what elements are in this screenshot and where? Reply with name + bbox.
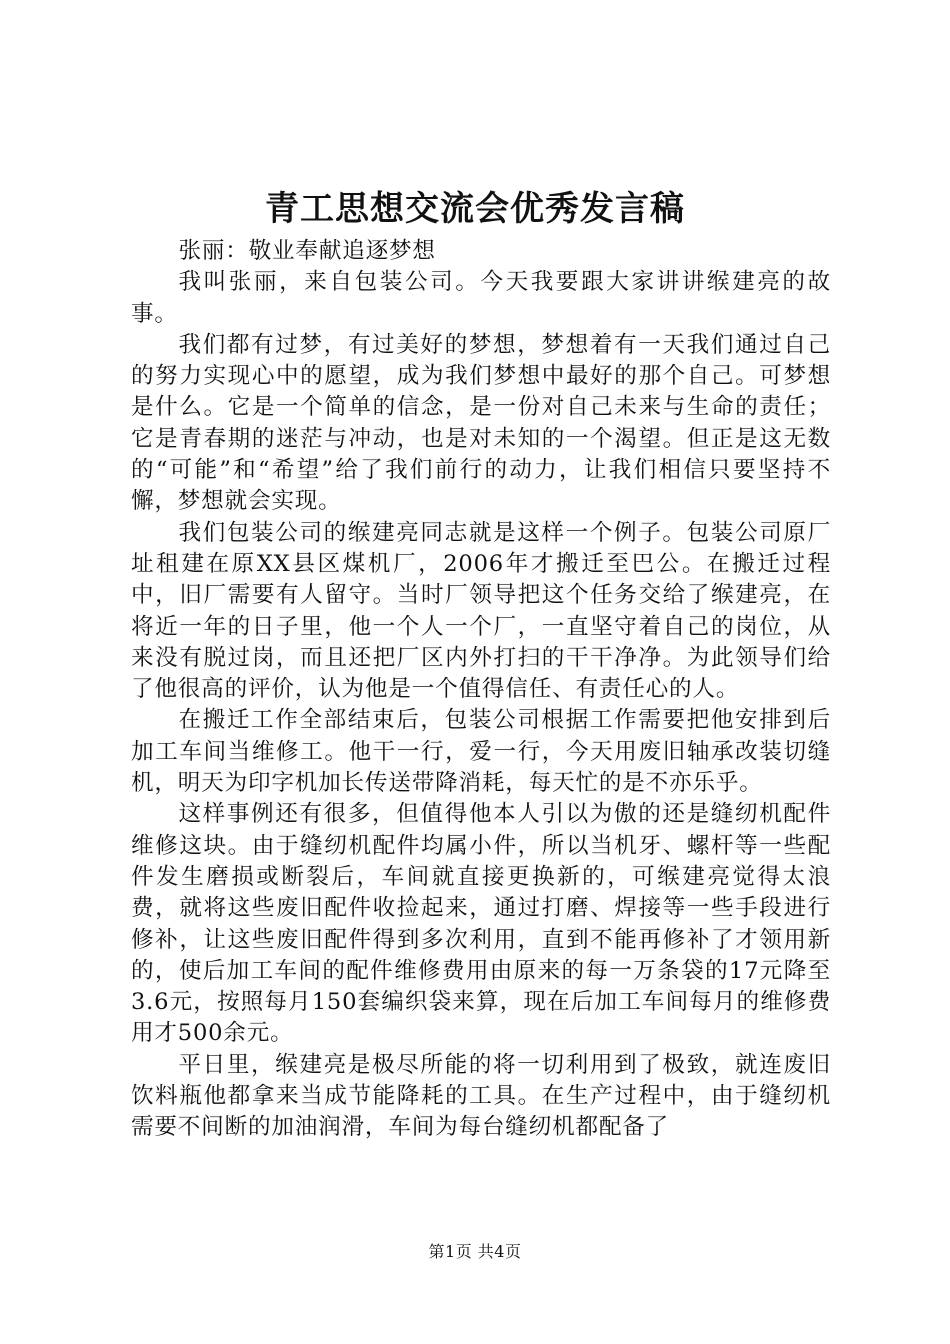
paragraph: 平日里，缑建亮是极尽所能的将一切利用到了极致，就连废旧饮料瓶他都拿来当成节能降耗的工具。在生产过程中，由于缝纫机需要不间断的加油润滑，车间为每台缝纫机都配备了: [131, 1051, 831, 1141]
paragraph: 我叫张丽，来自包装公司。今天我要跟大家讲讲缑建亮的故事。: [131, 269, 831, 327]
paragraph: 张丽：敬业奉献追逐梦想: [178, 238, 436, 264]
paragraph: 在搬迁工作全部结束后，包装公司根据工作需要把他安排到后加工车间当维修工。他干一行，爱一行，今天用废旧轴承改装切缝机，明天为印字机加长传送带降消耗，每天忙的是不亦乐乎。: [131, 707, 831, 797]
paragraph: 我们包装公司的缑建亮同志就是这样一个例子。包装公司原厂址租建在原XX县区煤机厂，2006年才搬迁至巴公。在搬迁过程中，旧厂需要有人留守。当时厂领导把这个任务交给了缑建亮，在将近一年的日子里，他一个人一个厂，一直坚守着自己的岗位，从来没有脱过岗，而且还把厂区内外打扫的干干净净。为此领导们给了他很高的评价，认为他是一个值得信任、有责任心的人。: [131, 519, 831, 703]
document-body: [131, 236, 831, 1144]
paragraph: 这样事例还有很多，但值得他本人引以为傲的还是缝纫机配件维修这块。由于缝纫机配件均属小件，所以当机牙、螺杆等一些配件发生磨损或断裂后，车间就直接更换新的，可缑建亮觉得太浪费，就将这些废旧配件收捡起来，通过打磨、焊接等一些手段进行修补，让这些废旧配件得到多次利用，直到不能再修补了才领用新的，使后加工车间的配件维修费用由原来的每一万条袋的17元降至3.6元，按照每月150套编织袋来算，现在后加工车间每月的维修费用才500余元。: [131, 801, 831, 1047]
paragraph: 我们都有过梦，有过美好的梦想，梦想着有一天我们通过自己的努力实现心中的愿望，成为我们梦想中最好的那个自己。可梦想是什么。它是一个简单的信念，是一份对自己未来与生命的责任；它是青春期的迷茫与冲动，也是对未知的一个渴望。但正是这无数的“可能”和“希望”给了我们前行的动力，让我们相信只要坚持不懈，梦想就会实现。: [131, 331, 831, 515]
document-title: 青工思想交流会优秀发言稿: [265, 189, 685, 229]
page-footer: 第1页 共4页: [428, 1242, 522, 1261]
